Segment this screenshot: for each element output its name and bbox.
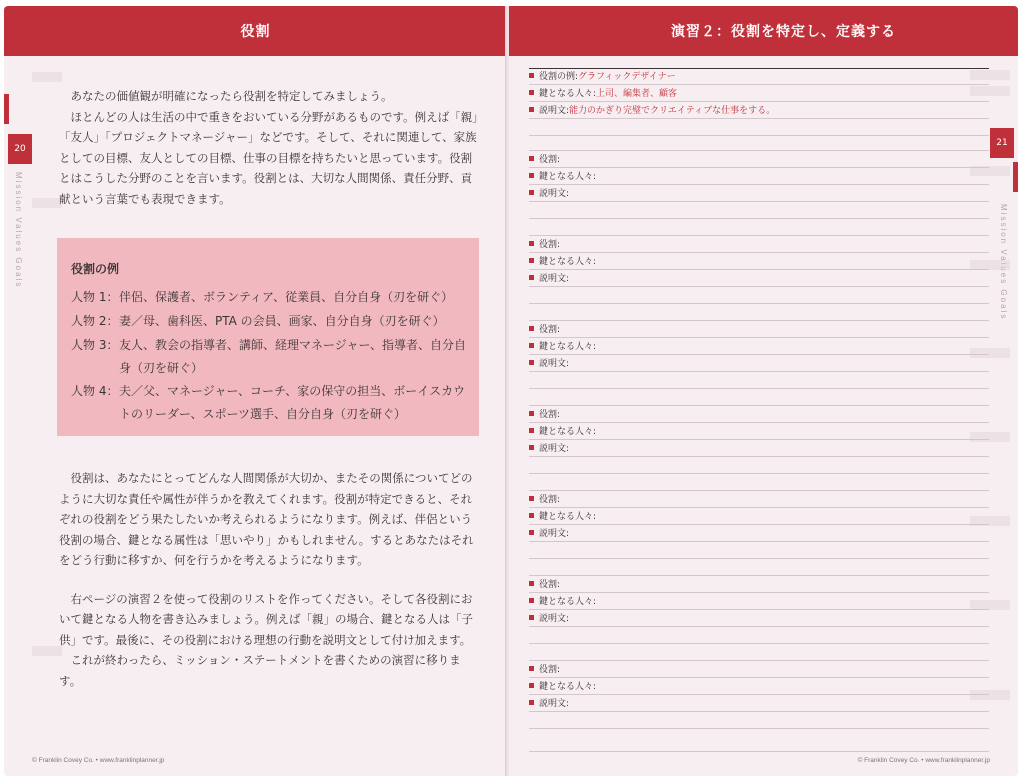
role-item[interactable] bbox=[529, 154, 560, 166]
role-item[interactable] bbox=[529, 239, 560, 251]
ruled-line bbox=[529, 728, 989, 729]
body-paragraph-3: これが終わったら、ミッション・ステートメントを書くための演習に移ります。 bbox=[59, 653, 461, 688]
ruled-line bbox=[529, 439, 989, 440]
example-role-label: 役割の例: bbox=[539, 72, 579, 82]
square-bullet-icon bbox=[529, 173, 534, 178]
ruled-line bbox=[529, 524, 989, 525]
description-item[interactable] bbox=[529, 358, 569, 370]
ruled-line bbox=[529, 354, 989, 355]
bleed-through-mark bbox=[32, 198, 62, 208]
left-tab-marker bbox=[4, 94, 9, 124]
intro-paragraph-1: あなたの価値観が明確になったら役割を特定してみましょう。 bbox=[70, 89, 393, 103]
left-page-header: 役割 bbox=[4, 6, 507, 56]
ruled-line bbox=[529, 660, 989, 661]
ruled-line bbox=[529, 422, 989, 423]
ruled-line bbox=[529, 68, 989, 69]
ruled-line bbox=[529, 235, 989, 236]
key-people-item[interactable] bbox=[529, 511, 596, 523]
role-label: 役割: bbox=[539, 410, 561, 420]
ruled-line bbox=[529, 558, 989, 559]
square-bullet-icon bbox=[529, 90, 534, 95]
description-item[interactable] bbox=[529, 698, 569, 710]
role-label: 役割: bbox=[539, 155, 561, 165]
key-people-label: 鍵となる人々: bbox=[539, 342, 597, 352]
role-label: 役割: bbox=[539, 580, 561, 590]
description-label: 説明文: bbox=[539, 359, 570, 369]
square-bullet-icon bbox=[529, 615, 534, 620]
example-description-item bbox=[529, 105, 775, 117]
square-bullet-icon bbox=[529, 513, 534, 518]
description-item[interactable] bbox=[529, 613, 569, 625]
bleed-through-mark bbox=[970, 86, 1010, 96]
key-people-item[interactable] bbox=[529, 171, 596, 183]
key-people-label: 鍵となる人々: bbox=[539, 682, 597, 692]
ruled-line bbox=[529, 150, 989, 151]
role-example-title: 役割の例 bbox=[71, 262, 120, 276]
key-people-label: 鍵となる人々: bbox=[539, 257, 597, 267]
role-example-box bbox=[57, 238, 479, 436]
bleed-through-mark bbox=[32, 72, 62, 82]
ruled-line bbox=[529, 118, 989, 119]
ruled-line bbox=[529, 135, 989, 136]
role-item[interactable] bbox=[529, 409, 560, 421]
role-label: 役割: bbox=[539, 495, 561, 505]
ruled-line bbox=[529, 218, 989, 219]
square-bullet-icon bbox=[529, 428, 534, 433]
ruled-line bbox=[529, 711, 989, 712]
ruled-line bbox=[529, 677, 989, 678]
example-key-label: 鍵となる人々: bbox=[539, 89, 597, 99]
ruled-line bbox=[529, 337, 989, 338]
ruled-line bbox=[529, 303, 989, 304]
left-page bbox=[4, 6, 507, 776]
example-role-item bbox=[529, 71, 676, 83]
square-bullet-icon bbox=[529, 275, 534, 280]
ruled-line bbox=[529, 507, 989, 508]
example-person-roles: 夫／父、マネージャー、コーチ、家の保守の担当、ボーイスカウトのリーダー、スポーツ選手、自分自身（刃を研ぐ） bbox=[119, 384, 466, 421]
right-page-header: 演習２：役割を特定し、定義する bbox=[509, 6, 1018, 56]
body-text bbox=[59, 468, 479, 691]
ruled-line bbox=[529, 626, 989, 627]
square-bullet-icon bbox=[529, 411, 534, 416]
right-page bbox=[509, 6, 1018, 776]
description-label: 説明文: bbox=[539, 444, 570, 454]
ruled-line bbox=[529, 751, 989, 752]
role-item[interactable] bbox=[529, 324, 560, 336]
key-people-item[interactable] bbox=[529, 341, 596, 353]
bleed-through-mark bbox=[970, 432, 1010, 442]
example-person-label: 人物 2： bbox=[71, 314, 119, 328]
description-item[interactable] bbox=[529, 273, 569, 285]
left-side-text: Mission Values Goals bbox=[14, 172, 23, 289]
square-bullet-icon bbox=[529, 360, 534, 365]
ruled-line bbox=[529, 84, 989, 85]
description-label: 説明文: bbox=[539, 529, 570, 539]
description-label: 説明文: bbox=[539, 274, 570, 284]
square-bullet-icon bbox=[529, 598, 534, 603]
square-bullet-icon bbox=[529, 326, 534, 331]
description-item[interactable] bbox=[529, 443, 569, 455]
ruled-line bbox=[529, 609, 989, 610]
role-label: 役割: bbox=[539, 240, 561, 250]
role-label: 役割: bbox=[539, 665, 561, 675]
body-paragraph-1: 役割は、あなたにとってどんな人間関係が大切か、またその関係についてどのように大切な責任や属性が伴うかを教えてくれます。役割が特定できると、それぞれの役割をどう果たしたいか考えられるようになります。例えば、伴侶という役割の場合、鍵となる属性は「思いやり」かもしれません。するとあなたはそれをどう行動に移すか、何を行うかを考えるようになります。 bbox=[59, 471, 474, 567]
square-bullet-icon bbox=[529, 683, 534, 688]
ruled-line bbox=[529, 388, 989, 389]
bleed-through-mark bbox=[970, 690, 1010, 700]
role-item[interactable] bbox=[529, 579, 560, 591]
example-person-label: 人物 1： bbox=[71, 290, 119, 304]
role-item[interactable] bbox=[529, 664, 560, 676]
ruled-line bbox=[529, 252, 989, 253]
key-people-item[interactable] bbox=[529, 596, 596, 608]
square-bullet-icon bbox=[529, 700, 534, 705]
left-footer: © Franklin Covey Co. • www.franklinplanner.jp bbox=[32, 757, 165, 764]
ruled-line bbox=[529, 643, 989, 644]
ruled-line bbox=[529, 592, 989, 593]
intro-text bbox=[59, 86, 479, 209]
right-side-text: Mission Values Goals bbox=[999, 204, 1008, 321]
role-label: 役割: bbox=[539, 325, 561, 335]
square-bullet-icon bbox=[529, 107, 534, 112]
ruled-line bbox=[529, 201, 989, 202]
ruled-line bbox=[529, 405, 989, 406]
example-key-people-item bbox=[529, 88, 677, 100]
example-person-label: 人物 3： bbox=[71, 338, 119, 352]
description-label: 説明文: bbox=[539, 699, 570, 709]
ruled-line bbox=[529, 490, 989, 491]
square-bullet-icon bbox=[529, 581, 534, 586]
ruled-line bbox=[529, 184, 989, 185]
key-people-label: 鍵となる人々: bbox=[539, 172, 597, 182]
bleed-through-mark bbox=[970, 348, 1010, 358]
example-role-value: グラフィックデザイナー bbox=[578, 72, 676, 82]
square-bullet-icon bbox=[529, 241, 534, 246]
ruled-line bbox=[529, 320, 989, 321]
ruled-line bbox=[529, 167, 989, 168]
ruled-line bbox=[529, 269, 989, 270]
example-person-roles: 伴侶、保護者、ボランティア、従業員、自分自身（刃を研ぐ） bbox=[119, 290, 454, 304]
square-bullet-icon bbox=[529, 73, 534, 78]
example-key-value: 上司、編集者、顧客 bbox=[596, 89, 678, 99]
square-bullet-icon bbox=[529, 445, 534, 450]
key-people-item[interactable] bbox=[529, 426, 596, 438]
example-desc-value: 能力のかぎり完璧でクリエイティブな仕事をする。 bbox=[569, 106, 776, 116]
description-label: 説明文: bbox=[539, 189, 570, 199]
ruled-line bbox=[529, 694, 989, 695]
ruled-line bbox=[529, 541, 989, 542]
ruled-line bbox=[529, 575, 989, 576]
description-label: 説明文: bbox=[539, 614, 570, 624]
description-item[interactable] bbox=[529, 528, 569, 540]
intro-paragraph-2: ほとんどの人は生活の中で重きをおいている分野があるものです。例えば「親」「友人」「プロジェクトマネージャー」などです。そして、それに関連して、家族としての目標、友人としての目標、仕事の目標を持ちたいと思っています。役割とはこうした分野のことを言います。役割とは、大切な人間関係、責任分野、貢献という言葉でも表現できます。 bbox=[59, 109, 478, 206]
right-footer: © Franklin Covey Co. • www.franklinplanner.jp bbox=[857, 757, 990, 764]
square-bullet-icon bbox=[529, 530, 534, 535]
square-bullet-icon bbox=[529, 190, 534, 195]
ruled-line bbox=[529, 371, 989, 372]
example-person-label: 人物 4： bbox=[71, 384, 119, 398]
body-paragraph-2: 右ページの演習２を使って役割のリストを作ってください。そして各役割において鍵となる人物を書き込みましょう。例えば「親」の場合、鍵となる人は「子供」です。最後に、その役割における理想の行動を説明文として付け加えます。 bbox=[59, 591, 473, 647]
key-people-label: 鍵となる人々: bbox=[539, 427, 597, 437]
right-tab-marker bbox=[1013, 162, 1018, 192]
description-item[interactable] bbox=[529, 188, 569, 200]
key-people-label: 鍵となる人々: bbox=[539, 597, 597, 607]
square-bullet-icon bbox=[529, 666, 534, 671]
key-people-label: 鍵となる人々: bbox=[539, 512, 597, 522]
bleed-through-mark bbox=[32, 646, 62, 656]
left-page-number: 20 bbox=[8, 134, 32, 164]
example-desc-label: 説明文: bbox=[539, 106, 570, 116]
key-people-item[interactable] bbox=[529, 256, 596, 268]
key-people-item[interactable] bbox=[529, 681, 596, 693]
ruled-line bbox=[529, 456, 989, 457]
ruled-line bbox=[529, 286, 989, 287]
bleed-through-mark bbox=[970, 70, 1010, 80]
role-item[interactable] bbox=[529, 494, 560, 506]
example-person-roles: 妻／母、歯科医、PTA の会員、画家、自分自身（刃を研ぐ） bbox=[119, 314, 445, 328]
square-bullet-icon bbox=[529, 258, 534, 263]
square-bullet-icon bbox=[529, 496, 534, 501]
example-person-roles: 友人、教会の指導者、講師、経理マネージャー、指導者、自分自身（刃を研ぐ） bbox=[119, 338, 467, 375]
square-bullet-icon bbox=[529, 156, 534, 161]
ruled-line bbox=[529, 473, 989, 474]
square-bullet-icon bbox=[529, 343, 534, 348]
right-page-number: 21 bbox=[990, 128, 1014, 158]
ruled-line bbox=[529, 101, 989, 102]
